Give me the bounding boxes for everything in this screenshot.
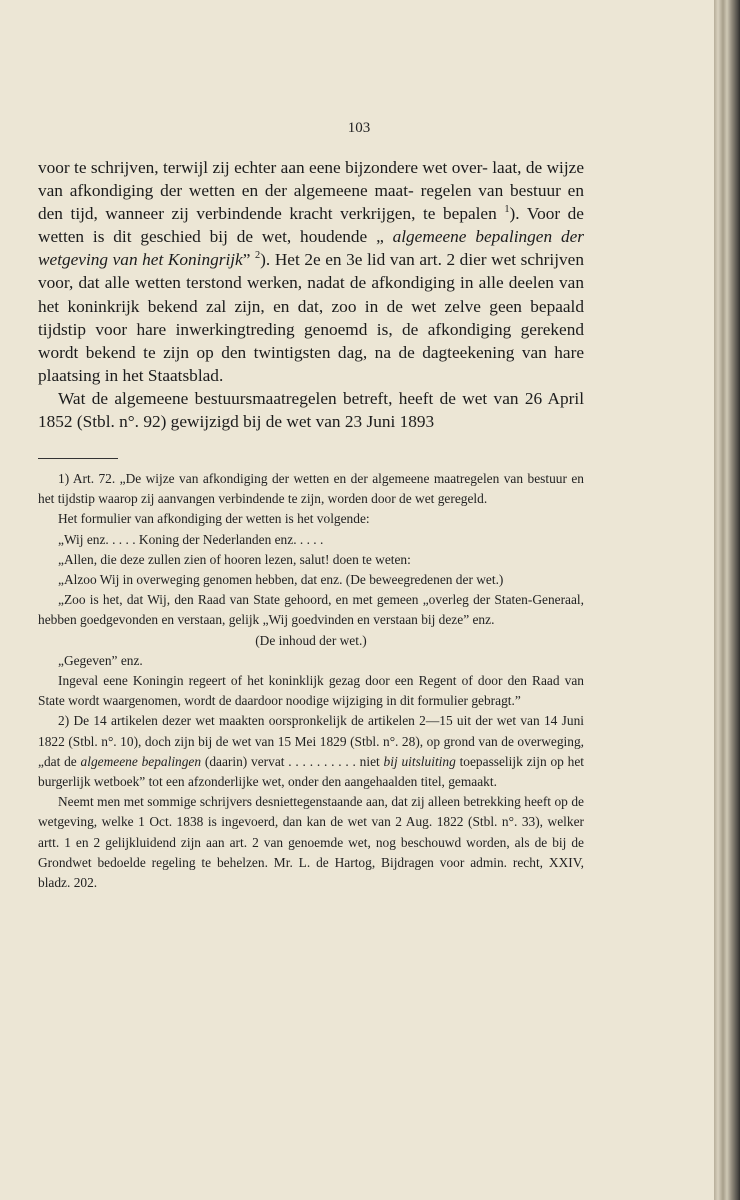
line-5-quote: ”: [242, 250, 255, 270]
footnote-1-formula-line: „Alzoo Wij in overweging genomen hebben, dat enz. (De beweegredenen der wet.): [58, 572, 504, 588]
footnote-2-italic-1: algemeene bepalingen: [80, 753, 202, 769]
line-3: regelen van bestuur en den tijd, wanneer zij verbindende kracht: [38, 181, 584, 224]
line-5-end: ).: [260, 250, 271, 270]
footnote-1-formula-line: „Wij enz. . . . . Koning der Nederlanden enz. . . . .: [58, 531, 324, 547]
footnote-ref-2: 2: [254, 250, 261, 262]
line-5-start: houdende „: [300, 227, 393, 247]
footnote-1-closing: Ingeval eene Koningin regeert of het koninklijk gezag door een Regent of door den Raad van State wordt waargenomen, wordt de daardoor noodige wijziging in dit formulier gebragt.”: [38, 673, 584, 709]
line-1: voor te schrijven, terwijl zij echter aan eene bijzondere wet over-: [38, 158, 488, 177]
footnote-2: [38, 711, 584, 792]
footnote-ref-1: 1: [504, 204, 510, 216]
line-2: laat, de wijze van afkondiging der wetten en der algemeene maat-: [38, 158, 584, 201]
main-text: [38, 156, 584, 433]
footnote-1-formula-intro: Het formulier van afkondiging der wetten is het volgende:: [58, 511, 370, 527]
footnote-2-italic-2: bij uitsluiting: [383, 753, 456, 769]
footnote-1-formula-line: „Zoo is het, dat Wij, den Raad van State gehoord, en met gemeen „overleg der Staten-Generaal, hebben goedgevonden en verstaan, gelijk „Wij goedvinden en verstaan bij deze” enz.: [38, 592, 584, 628]
line-4-end: ). Voor de wetten is dit geschied bij de wet,: [38, 204, 584, 247]
footnote-2-text-a: 2) De 14 artikelen dezer wet maakten oorspronkelijk de artikelen 2—15 uit der wet van 14 Juni 1822 (Stbl. n°. 10), doch zijn bij de wet van 15 Mei 1829 (Stbl. n°. 28), op grond van de overweging, „dat de: [38, 713, 584, 769]
paragraph-1: [38, 156, 584, 387]
footnote-1-formula-line: „Gegeven” enz.: [58, 652, 143, 668]
page-edge-shadow: [714, 0, 740, 1200]
page-number: 103: [347, 120, 371, 136]
footnote-2-text-c: toepasselijk zijn op het burgerlijk wetboek” tot een afzonderlijke wet, onder den aangehaalden titel, gemaakt.: [38, 753, 584, 790]
line-4: verkrijgen, te bepalen: [340, 204, 497, 224]
footnote-1: 1) Art. 72. „De wijze van afkondiging der wetten en der algemeene maatregelen van bestuur en het tijdstip waarop zij aanvangen verbindende te zijn, worden door de wet geregeld.: [38, 471, 584, 507]
footnotes: [38, 469, 584, 893]
footnote-divider: [38, 458, 118, 459]
paragraph-2: Wat de algemeene bestuursmaatregelen betreft, heeft de wet van 26 April 1852 (Stbl. n°. 92) gewijzigd bij de wet van 23 Juni 1893: [38, 388, 584, 432]
footnote-2-continued: Neemt men met sommige schrijvers desniettegenstaande aan, dat zij alleen betrekking heeft op de wetgeving, welke 1 Oct. 1838 is ingevoerd, dan kan de wet van 2 Aug. 1822 (Stbl. n°. 33), welker artt. 1 en 2 gelijkluidend zijn aan art. 2 van genoemde wet, nog beschouwd worden, als de bij de Grondwet bedoelde regeling te behelzen. Mr. L. de Hartog, Bijdragen voor admin. recht, XXIV, bladz. 202.: [38, 794, 584, 891]
footnote-2-text-b: (daarin) vervat . . . . . . . . . . niet: [201, 753, 384, 769]
footnote-1-formula-line: „Allen, die deze zullen zien of hooren lezen, salut! doen te weten:: [58, 551, 411, 567]
law-title: algemeene bepalingen der wetgeving van het Koningrijk: [38, 227, 584, 270]
footnote-1-formula-content: (De inhoud der wet.): [255, 632, 367, 648]
paragraph-1-rest: Het 2e en 3e lid van art. 2 dier wet schrijven voor, dat alle wetten terstond werken, nadat de afkondiging in alle deelen van het koninkrijk bekend zal zijn, en dat, zoo in de wet zelve geen bepaald tijdstip voor hare inwerkingtreding genoemd is, de afkondiging gerekend wordt bekend te zijn op den twintigsten dag, na de dagteekening van hare plaatsing in het Staatsblad.: [38, 250, 584, 385]
